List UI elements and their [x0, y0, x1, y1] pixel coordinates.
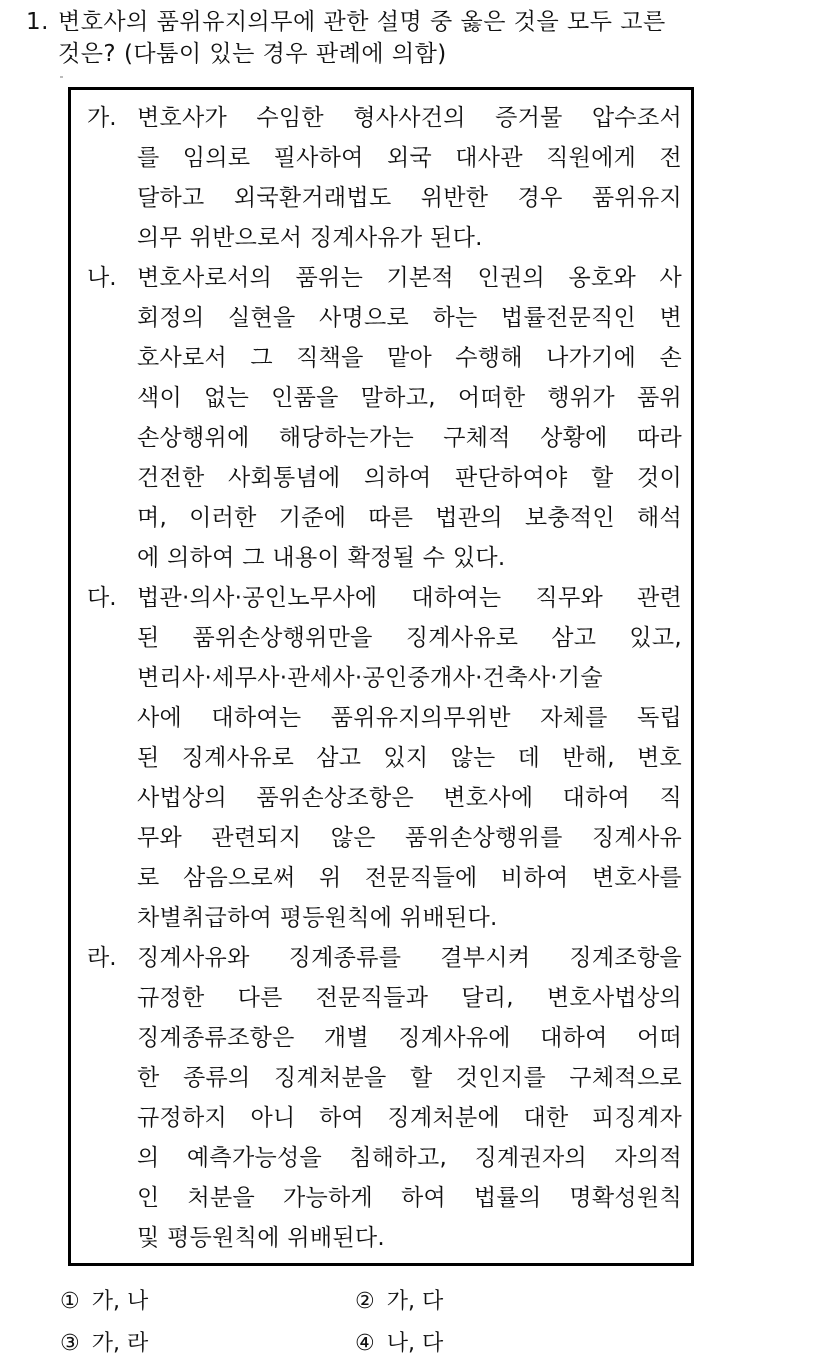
statement-line: 규정한 다른 전문직들과 달리, 변호사법상의 [137, 985, 682, 1011]
statement-line: 및 평등원칙에 위배된다. [137, 1225, 386, 1251]
statement-line: 인 처분을 가능하게 하여 법률의 명확성원칙 [137, 1185, 682, 1211]
question-number: 1. [26, 9, 49, 35]
statement-line: 사법상의 품위손상조항은 변호사에 대하여 직 [137, 785, 682, 811]
statement-line: 한 종류의 징계처분을 할 것인지를 구체적으로 [137, 1065, 682, 1091]
choice-2[interactable] [355, 1287, 443, 1317]
statement-text [137, 258, 682, 578]
statement-line: 변호사가 수임한 형사사건의 증거물 압수조서 [137, 105, 682, 131]
choice-1[interactable] [60, 1287, 148, 1317]
statement-line: 규정하지 아니 하여 징계처분에 대한 피징계자 [137, 1105, 682, 1131]
statement-line: 사에 대하여는 품위유지의무위반 자체를 독립 [137, 705, 682, 731]
statements-box [68, 87, 694, 1266]
statement-label: 가. [87, 105, 117, 131]
choice-text: 가, 라 [91, 1331, 149, 1356]
statement-line: 의무 위반으로서 징계사유가 된다. [137, 225, 483, 251]
statement-label: 라. [87, 945, 117, 971]
statement-label: 나. [87, 265, 117, 291]
statement-line: 를 임의로 필사하여 외국 대사관 직원에게 전 [137, 145, 682, 171]
statement-line: 법관·의사·공인노무사에 대하여는 직무와 관련 [137, 585, 682, 611]
statement-line: 의 예측가능성을 침해하고, 징계권자의 자의적 [137, 1145, 682, 1171]
statement-line: 손상행위에 해당하는가는 구체적 상황에 따라 [137, 425, 682, 451]
choice-text: 나, 다 [386, 1331, 444, 1356]
question-text-1: 변호사의 품위유지의무에 관한 설명 중 옳은 것을 모두 고른 [58, 9, 666, 35]
statement-line: 무와 관련되지 않은 품위손상행위를 징계사유 [137, 825, 682, 851]
statement-line: 된 품위손상행위만을 징계사유로 삼고 있고, [137, 625, 682, 651]
statement-line: 된 징계사유로 삼고 있지 않는 데 반해, 변호 [137, 745, 682, 771]
choice-text: 가, 다 [386, 1289, 444, 1314]
statement-line: 호사로서 그 직책을 맡아 수행해 나가기에 손 [137, 345, 682, 371]
statement-line: 건전한 사회통념에 의하여 판단하여야 할 것이 [137, 465, 682, 491]
statement-line: 징계종류조항은 개별 징계사유에 대하여 어떠 [137, 1025, 682, 1051]
choice-number: ① [60, 1289, 80, 1314]
choice-number: ④ [355, 1331, 375, 1356]
statement-line: 회정의 실현을 사명으로 하는 법률전문직인 변 [137, 305, 682, 331]
statement-line: 징계사유와 징계종류를 결부시켜 징계조항을 [137, 945, 682, 971]
statement-text [137, 98, 682, 258]
statement-line: 색이 없는 인품을 말하고, 어떠한 행위가 품위 [137, 385, 682, 411]
statement-line: 달하고 외국환거래법도 위반한 경우 품위유지 [137, 185, 682, 211]
statement-line: 변리사·세무사·관세사·공인중개사·건축사·기술 [137, 665, 603, 691]
choice-number: ③ [60, 1331, 80, 1356]
scan-speck [60, 76, 63, 78]
statement-line: 며, 이러한 기준에 따른 법관의 보충적인 해석 [137, 505, 682, 531]
statement-line: 에 의하여 그 내용이 확정될 수 있다. [137, 545, 506, 571]
choice-number: ② [355, 1289, 375, 1314]
statement-text [137, 578, 682, 938]
statement-line: 변호사로서의 품위는 기본적 인권의 옹호와 사 [137, 265, 682, 291]
statement-line: 로 삼음으로써 위 전문직들에 비하여 변호사를 [137, 865, 682, 891]
choice-text: 가, 나 [91, 1289, 149, 1314]
choice-3[interactable] [60, 1329, 148, 1359]
question-stem [26, 6, 786, 70]
statement-text [137, 938, 682, 1258]
statement-line: 차별취급하여 평등원칙에 위배된다. [137, 905, 498, 931]
question-line-2: 것은? (다툼이 있는 경우 판례에 의함) [58, 41, 447, 67]
choice-4[interactable] [355, 1329, 443, 1359]
question-line-1 [26, 6, 786, 38]
statement-label: 다. [87, 585, 117, 611]
